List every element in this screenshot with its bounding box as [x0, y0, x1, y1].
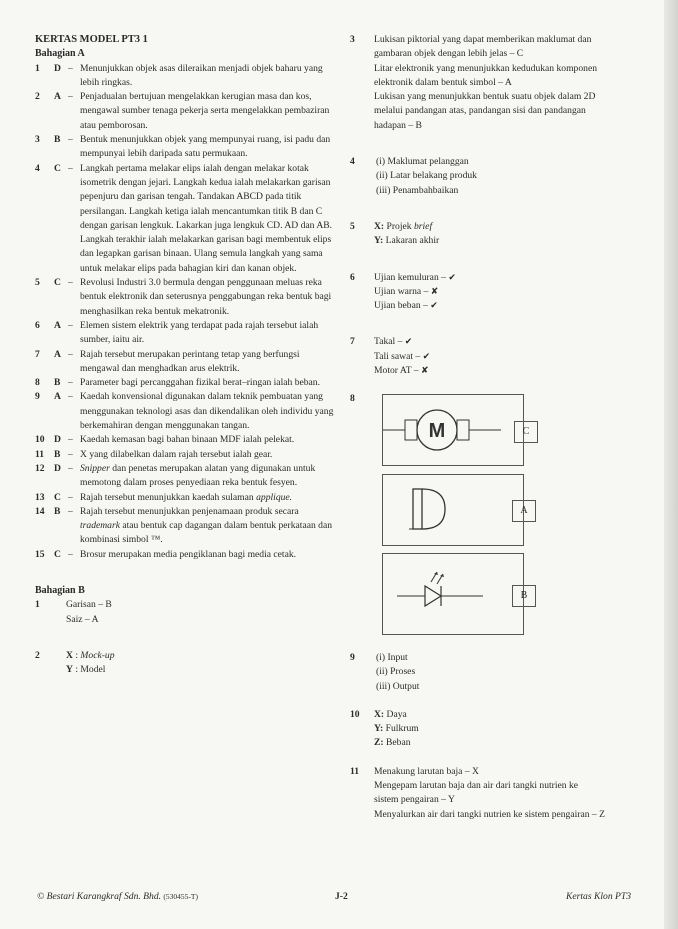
q10: 10 X: Daya Y: Fulkrum Z: Beban [350, 708, 419, 749]
buzzer-symbol-icon [383, 475, 523, 545]
section-a-item: 4 C – Langkah pertama melakar elips ialah dengan melakar kotak isometrik dengan jejari. Langkah kedua ialah melakarkan garisan pepenjuru dan garisan tengah. Tandakan ABCD pada titik persilangan. Langkah ketiga ialah mencantumkan titik B dan C dengan garisan lengkuk. Lakarkan juga lengkuk CD. AD dan AB. Langkah terakhir ialah melakarkan garisan bagi membentuk elips dan legapkan garisan binaan. Ulang semula langkah yang sama untuk melakar elips pada bahagian kiri dan kanan objek. [35, 162, 333, 274]
paper-title: KERTAS MODEL PT3 1 [35, 34, 148, 45]
section-a-item: 12 D – Snipper dan penetas merupakan alatan yang digunakan untuk memotong dalam proses penyediaan reka bentuk fesyen. [35, 462, 316, 489]
buzzer-symbol-box [382, 474, 524, 546]
q9: 9 (i) Input (ii) Proses (iii) Output [350, 652, 420, 692]
q4: 4 (i) Maklumat pelanggan (ii) Latar belakang produk (iii) Penambahbaikan [350, 156, 477, 196]
cross-icon: ✘ [430, 286, 439, 297]
section-a-item: 15 C – Brosur merupakan media pengiklanan bagi media cetak. [35, 548, 297, 560]
section-a-item: 2 A – Penjadualan bertujuan mengelakkan kerugian masa dan kos, mengawal sumber tenaga pekerja serta mengelakkan pembaziran atau pemborosan. [35, 91, 330, 131]
right-column-lower [350, 651, 660, 822]
motor-symbol-icon [383, 395, 523, 465]
section-a-item: 10 D – Kaedah kemasan bagi bahan binaan MDF ialah pelekat. [35, 434, 295, 446]
q11: 11 Menakung larutan baja – X Mengepam larutan baja dan air dari tangki nutrien ke sistem pengairan – Y Menyalurkan air dari tangki nutrien ke sistem pengairan – Z [350, 765, 605, 820]
section-a-item: 3 B – Bentuk menunjukkan objek yang mempunyai ruang, isi padu dan mempunyai lebih daripada satu permukaan. [35, 134, 331, 160]
section-a-item: 8 B – Parameter bagi percanggahan fizikal berat–ringan ialah beban. [35, 377, 320, 389]
motor-label: M [428, 420, 446, 442]
q7: 7 Takal – ✔ Tali sawat – ✔ Motor AT – ✘ [350, 336, 431, 377]
section-a-item: 1 D – Menunjukkan objek asas dileraikan menjadi objek baharu yang lebih ringkas. [35, 62, 323, 88]
check-icon: ✔ [448, 272, 456, 283]
section-a-item: 11 B – X yang dilabelkan dalam rajah tersebut ialah gear. [35, 448, 273, 460]
footer-page-number: J-2 [335, 891, 348, 902]
right-column [350, 33, 660, 407]
section-a-item: 14 B – Rajah tersebut menunjukkan penjenamaan produk secara trademark atau bentuk cap dagangan dalam bentuk perkataan dan kombinasi simbol ™. [35, 505, 333, 546]
check-icon: ✔ [430, 301, 438, 312]
section-a-item: 5 C – Revolusi Industri 3.0 bermula dengan penggunaan meluas reka bentuk elektronik dan seterusnya penggabungan reka bentuk bagi menghasilkan reka bentuk mekatronik. [35, 277, 332, 317]
section-a-item: 7 A – Rajah tersebut merupakan perintang tetap yang berfungsi mengawal dan menghadkan arus elektrik. [35, 348, 300, 374]
section-b-heading: Bahagian B [35, 584, 85, 596]
q5: 5 X: Projek brief Y: Lakaran akhir [350, 220, 440, 247]
check-icon: ✔ [422, 351, 431, 362]
section-a-list [35, 62, 335, 562]
answer-box-motor: C [514, 421, 538, 443]
led-symbol-icon [383, 554, 523, 634]
cross-icon: ✘ [421, 366, 429, 377]
answer-box-buzzer: A [512, 500, 536, 522]
section-a-item: 9 A – Kaedah konvensional digunakan dalam teknik pembuatan yang menggunakan teknologi asas dan dikendalikan oleh individu yang berkemahiran dengan menggunakan tangan. [35, 391, 334, 432]
q3: 3 Lukisan piktorial yang dapat memberikan maklumat dan gambaran objek dengan lebih jelas – C Litar elektronik yang menunjukkan kedudukan komponen elektronik dalam bentuk simbol – A Lukisan yang menunjukkan bentuk suatu objek dalam 2D melalui pandangan atas, pandangan sisi dan pandangan hadapan – B [350, 34, 597, 131]
q8: 8 [350, 393, 355, 405]
section-b-q2: 2 X : Mock-up Y : Model [35, 649, 115, 676]
footer-series: Kertas Klon PT3 [566, 891, 632, 902]
led-symbol-box [382, 553, 524, 635]
section-b-q1: 1 Garisan – B Saiz – A [35, 599, 112, 625]
footer-publisher: © Bestari Karangkraf Sdn. Bhd. (530455-T) [37, 891, 198, 902]
left-column [35, 33, 335, 677]
page-edge [664, 0, 678, 929]
motor-symbol-box [382, 394, 524, 466]
check-icon: ✔ [404, 337, 413, 348]
section-a-item: 13 C – Rajah tersebut menunjukkan kaedah sulaman applique. [35, 491, 293, 503]
section-a-heading: Bahagian A [35, 48, 85, 60]
section-a-item: 6 A – Elemen sistem elektrik yang terdapat pada rajah tersebut ialah sumber, iaitu air. [35, 319, 319, 346]
q6: 6 Ujian kemuluran – ✔ Ujian warna – ✘ Ujian beban – ✔ [350, 271, 456, 312]
answer-box-led: B [512, 585, 536, 607]
